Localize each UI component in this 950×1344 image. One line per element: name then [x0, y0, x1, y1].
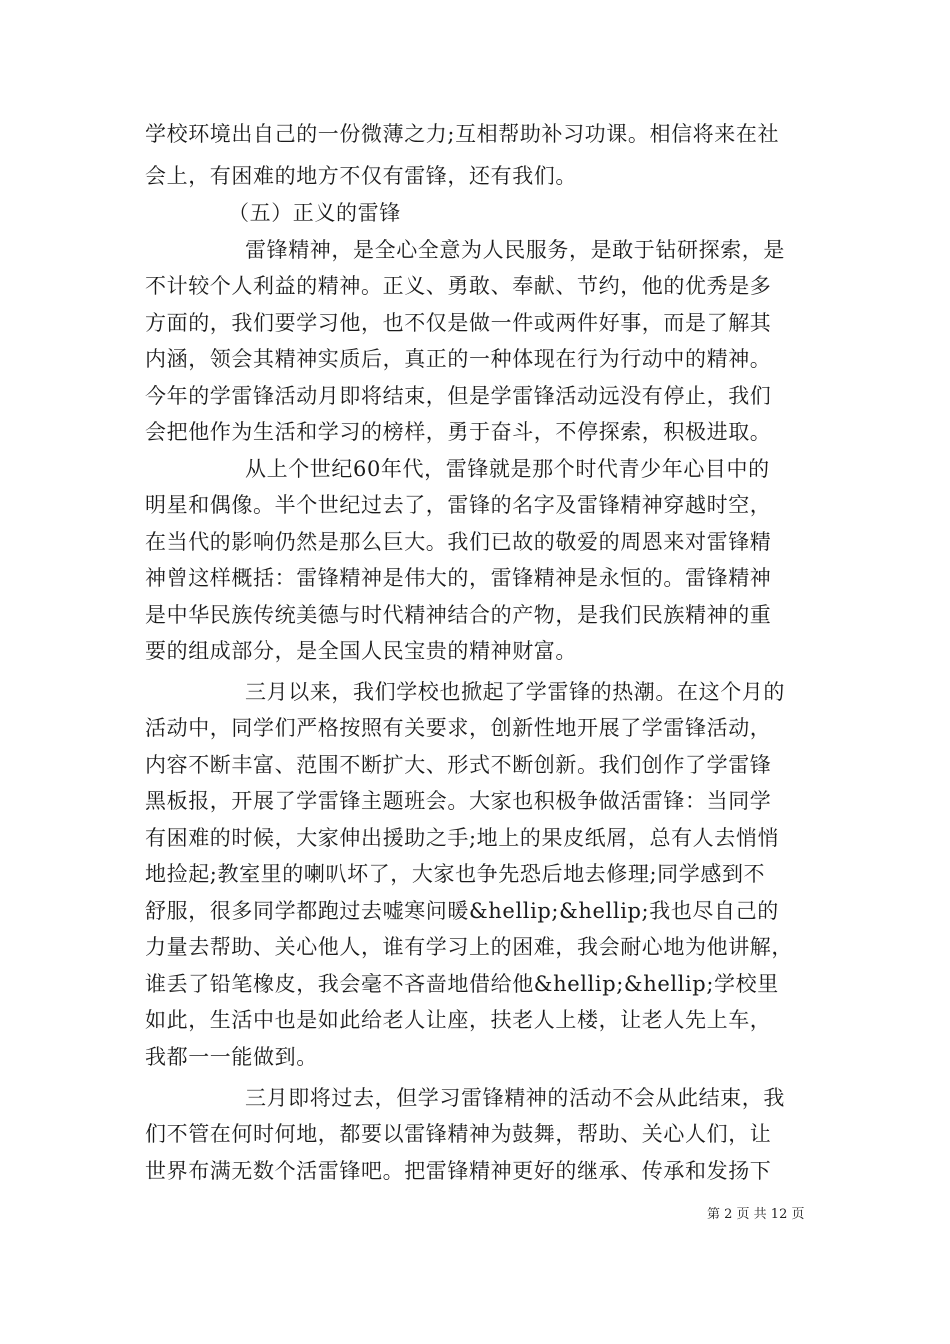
text-line: 方面的，我们要学习他，也不仅是做一件或两件好事，而是了解其 — [145, 311, 772, 335]
text-line: 地捡起;教室里的喇叭坏了，大家也争先恐后地去修理;同学感到不 — [145, 862, 766, 886]
text-line: 明星和偶像。半个世纪过去了，雷锋的名字及雷锋精神穿越时空， — [145, 493, 772, 517]
text-line: 力量去帮助、关心他人，谁有学习上的困难，我会耐心地为他讲解， — [145, 935, 793, 959]
text-line: 如此，生活中也是如此给老人让座，扶老人上楼，让老人先上车， — [145, 1008, 772, 1032]
text-line: 活动中，同学们严格按照有关要求，创新性地开展了学雷锋活动， — [145, 716, 772, 740]
text-line: 我都一一能做到。 — [145, 1045, 318, 1069]
text-line: 不计较个人利益的精神。正义、勇敢、奉献、节约，他的优秀是多 — [145, 274, 772, 298]
text-line: 舒服，很多同学都跑过去嘘寒问暖&hellip;&hellip;我也尽自己的 — [145, 899, 779, 923]
text-line: 谁丢了铅笔橡皮，我会毫不吝啬地借给他&hellip;&hellip;学校里 — [145, 972, 779, 996]
paragraph-first-line: 雷锋精神，是全心全意为人民服务，是敢于钻研探索，是 — [245, 238, 785, 262]
text-line: 世界布满无数个活雷锋吧。把雷锋精神更好的继承、传承和发扬下 — [145, 1159, 772, 1183]
paragraph-first-line: 三月即将过去，但学习雷锋精神的活动不会从此结束，我 — [245, 1086, 785, 1110]
paragraph-first-line: 从上个世纪60年代，雷锋就是那个时代青少年心目中的 — [245, 457, 770, 481]
text-line: 们不管在何时何地，都要以雷锋精神为鼓舞，帮助、关心人们，让 — [145, 1122, 772, 1146]
text-line: 内容不断丰富、范围不断扩大、形式不断创新。我们创作了学雷锋 — [145, 753, 772, 777]
text-line: 有困难的时候，大家伸出援助之手;地上的果皮纸屑，总有人去悄悄 — [145, 826, 780, 850]
text-line: 在当代的影响仍然是那么巨大。我们已故的敬爱的周恩来对雷锋精 — [145, 530, 772, 554]
text-line: 学校环境出自己的一份微薄之力;互相帮助补习功课。相信将来在社 — [145, 122, 780, 146]
text-line: 内涵，领会其精神实质后，真正的一种体现在行为行动中的精神。 — [145, 347, 772, 371]
text-line: 会把他作为生活和学习的榜样，勇于奋斗，不停探索，积极进取。 — [145, 420, 772, 444]
section-heading: （五）正义的雷锋 — [228, 201, 401, 225]
paragraph-first-line: 三月以来，我们学校也掀起了学雷锋的热潮。在这个月的 — [245, 680, 785, 704]
text-line: 神曾这样概括：雷锋精神是伟大的，雷锋精神是永恒的。雷锋精神 — [145, 566, 772, 590]
text-line: 今年的学雷锋活动月即将结束，但是学雷锋活动远没有停止，我们 — [145, 384, 772, 408]
text-line: 会上，有困难的地方不仅有雷锋，还有我们。 — [145, 164, 577, 188]
text-line: 要的组成部分，是全国人民宝贵的精神财富。 — [145, 639, 577, 663]
text-line: 是中华民族传统美德与时代精神结合的产物，是我们民族精神的重 — [145, 603, 772, 627]
page-number-footer: 第 2 页 共 12 页 — [707, 1207, 805, 1222]
text-line: 黑板报，开展了学雷锋主题班会。大家也积极争做活雷锋：当同学 — [145, 789, 772, 813]
